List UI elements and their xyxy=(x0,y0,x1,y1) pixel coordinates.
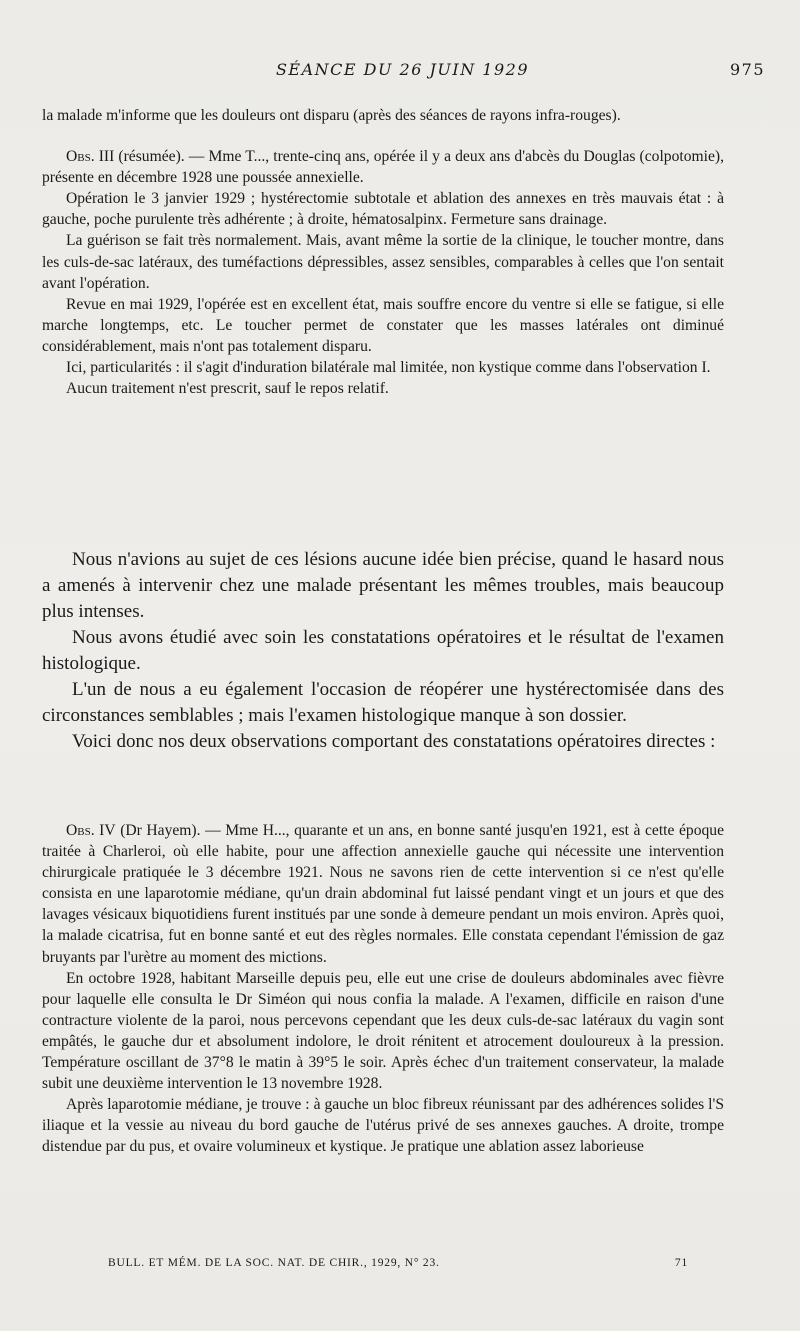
observation-iii-block xyxy=(42,105,724,399)
footer-citation: BULL. ET MÉM. DE LA SOC. NAT. DE CHIR., 1929, N° 23. xyxy=(108,1257,440,1269)
paragraph-text: (Dr Hayem). — Mme H..., quarante et un ans, en bonne santé jusqu'en 1921, est à cette époque traitée à Charleroi, où elle habite, pour une affection annexielle gauche qui nécessite une intervention chirurgicale pratiquée le 3 décembre 1921. Nous ne savons rien de cette intervention si ce n'est qu'elle consista en une laparotomie médiane, qu'un drain abdominal fut laissé pendant vingt et un jours et que des lavages vésicaux biquotidiens furent institués par une sonde à demeure pendant un mois environ. Après quoi, la malade cicatrisa, fut en bonne santé et eut des règles normales. Elle constata cependant l'émission de gaz bruyants par l'urètre au moment des mictions. xyxy=(42,822,725,966)
paragraph: Voici donc nos deux observations comportant des constatations opératoires directes : xyxy=(72,731,716,752)
paragraph: La guérison se fait très normalement. Mais, avant même la sortie de la clinique, le toucher montre, dans les culs-de-sac latéraux, des tuméfactions dépressibles, assez sensibles, comparables à celles que l'on sentait avant l'opération. xyxy=(42,232,724,292)
paragraph: L'un de nous a eu également l'occasion de réopérer une hystérectomisée dans des circonstances semblables ; mais l'examen histologique manque à son dossier. xyxy=(42,679,724,726)
main-text-block xyxy=(42,547,724,755)
signature-number: 71 xyxy=(674,1257,688,1269)
paragraph: Aucun traitement n'est prescrit, sauf le repos relatif. xyxy=(66,380,389,398)
paragraph: Nous n'avions au sujet de ces lésions aucune idée bien précise, quand le hasard nous a amenés à intervenir chez une malade présentant les mêmes troubles, mais beaucoup plus intenses. xyxy=(42,549,724,622)
paragraph: Opération le 3 janvier 1929 ; hystérectomie subtotale et ablation des annexes en très mauvais état : à gauche, poche purulente très adhérente ; à droite, hématosalpinx. Fermeture sans drainage. xyxy=(42,190,724,229)
obs-label: Obs. IV xyxy=(66,822,116,839)
page-header xyxy=(40,60,765,84)
paragraph: Après laparotomie médiane, je trouve : à gauche un bloc fibreux réunissant par des adhérences solides l'S iliaque et la vessie au niveau du bord gauche de l'utérus privé de ses annexes gauches. A droite, trompe distendue par du pus, et ovaire volumineux et kystique. Je pratique une ablation assez laborieuse xyxy=(42,1096,724,1156)
page-number: 975 xyxy=(729,60,765,79)
running-title: SÉANCE DU 26 JUIN 1929 xyxy=(275,60,530,79)
paragraph: Revue en mai 1929, l'opérée est en excellent état, mais souffre encore du ventre si elle se fatigue, si elle marche longtemps, etc. Le toucher permet de constater que les masses latérales ont diminué considérablement, mais n'ont pas totalement disparu. xyxy=(42,295,724,355)
page-footer xyxy=(108,1257,688,1269)
paragraph: En octobre 1928, habitant Marseille depuis peu, elle eut une crise de douleurs abdominales avec fièvre pour laquelle elle consulta le Dr Siméon qui nous confia la malade. A l'examen, difficile en raison d'une contracture violente de la paroi, nous percevons cependant que les deux culs-de-sac latéraux du vagin sont empâtés, le gauche dur et absolument indolore, le droit rénitent et atrocement douloureux à la pression. Température oscillant de 37°8 le matin à 39°5 le soir. Après échec d'un traitement conservateur, la malade subit une deuxième intervention le 13 novembre 1928. xyxy=(42,969,724,1093)
paragraph-text: (résumée). — Mme T..., trente-cinq ans, opérée il y a deux ans d'abcès du Douglas (colpotomie), présente en décembre 1928 une poussée annexielle. xyxy=(42,148,724,187)
paragraph: Nous avons étudié avec soin les constatations opératoires et le résultat de l'examen histologique. xyxy=(42,627,724,674)
observation-iv-block xyxy=(42,820,724,1158)
paragraph xyxy=(42,146,724,188)
obs-label: Obs. III xyxy=(66,148,115,166)
paragraph xyxy=(42,820,724,968)
paragraph: la malade m'informe que les douleurs ont disparu (après des séances de rayons infra-rouges). xyxy=(42,107,621,124)
paragraph: Ici, particularités : il s'agit d'induration bilatérale mal limitée, non kystique comme dans l'observation I. xyxy=(66,359,711,377)
